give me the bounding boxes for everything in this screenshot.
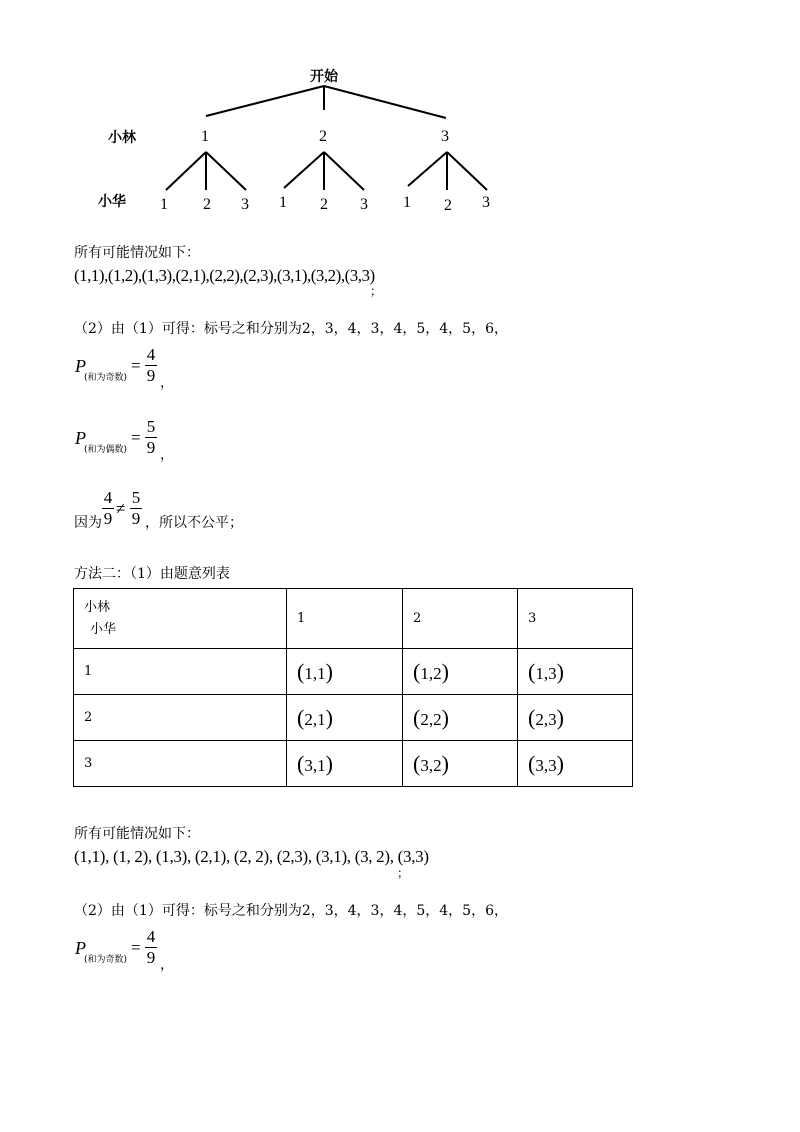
equals-sign: = — [131, 356, 141, 375]
table-cell: (2,2) — [403, 695, 518, 741]
table-cell: (2,3) — [518, 695, 633, 741]
outcomes-list-2: (1,1), (1, 2), (1,3), (2,1), (2, 2), (2,3), (3,1), (3, 2), (3,3) — [74, 847, 429, 866]
table-cell: (1,1) — [287, 649, 403, 695]
all-cases-label-2: 所有可能情况如下： — [74, 826, 200, 842]
tree-root: 开始 — [310, 69, 338, 85]
prob-subscript: (和为偶数) — [84, 445, 128, 455]
tree-l2-node: 1 — [403, 194, 411, 211]
prob-subscript: (和为奇数) — [84, 955, 128, 965]
col-header: 2 — [403, 589, 518, 649]
equals-sign: = — [131, 938, 141, 957]
cell-value: 2,3 — [535, 709, 557, 729]
table-row — [74, 741, 633, 787]
conclusion-suffix: ，所以不公平； — [145, 515, 243, 531]
denominator: 9 — [131, 509, 141, 528]
trailing-comma: ， — [160, 957, 174, 973]
tree-l1-node: 2 — [319, 128, 327, 145]
denominator: 9 — [103, 509, 113, 528]
table-cell: (3,1) — [287, 741, 403, 787]
numerator: 4 — [103, 488, 113, 507]
fraction — [145, 418, 157, 457]
prob-subscript: (和为奇数) — [84, 373, 128, 383]
tree-l2-node: 3 — [360, 196, 368, 213]
equals-sign: = — [131, 428, 141, 447]
fraction — [130, 489, 142, 528]
table-row — [74, 695, 633, 741]
not-equal-sign: ≠ — [116, 499, 126, 518]
cell-value: 1,1 — [304, 663, 326, 683]
corner-top-label: 小林 — [84, 599, 111, 615]
outcomes-list: (1,1),(1,2),(1,3),(2,1),(2,2),(2,3),(3,1),(3,2),(3,3) — [74, 266, 375, 285]
tree-row-label-xiaolin: 小林 — [108, 130, 136, 146]
denominator: 9 — [146, 438, 156, 457]
cell-value: 3,2 — [420, 755, 442, 775]
cell-value: 1,2 — [420, 663, 442, 683]
denominator: 9 — [146, 948, 156, 967]
cell-value: 2,2 — [420, 709, 442, 729]
tree-l2-node: 3 — [241, 196, 249, 213]
outcome-table — [73, 588, 633, 787]
tree-l2-node: 2 — [320, 196, 328, 213]
part2-sums-2: （2）由（1）可得：标号之和分别为2，3，4，3，4，5，4，5，6， — [74, 903, 508, 919]
prob-symbol: P — [75, 938, 86, 958]
tree-branches — [0, 0, 800, 230]
table-cell: (3,2) — [403, 741, 518, 787]
tree-l1-node: 1 — [201, 128, 209, 145]
table-cell: (1,2) — [403, 649, 518, 695]
outcomes-end-2: ； — [397, 866, 410, 880]
numerator: 5 — [146, 417, 156, 436]
row-header: 1 — [74, 649, 287, 695]
corner-cell — [74, 589, 287, 649]
fraction — [102, 489, 114, 528]
fraction — [145, 928, 157, 967]
all-cases-label: 所有可能情况如下： — [74, 245, 200, 261]
fraction — [145, 346, 157, 385]
conclusion-prefix: 因为 — [74, 515, 102, 531]
row-header: 2 — [74, 695, 287, 741]
tree-l2-node: 2 — [444, 197, 452, 214]
col-header: 3 — [518, 589, 633, 649]
outcomes-end: ； — [370, 284, 383, 298]
table-cell: (1,3) — [518, 649, 633, 695]
cell-value: 2,1 — [304, 709, 326, 729]
numerator: 4 — [146, 345, 156, 364]
cell-value: 1,3 — [535, 663, 557, 683]
numerator: 5 — [131, 488, 141, 507]
row-header: 3 — [74, 741, 287, 787]
table-cell: (3,3) — [518, 741, 633, 787]
part2-sums: （2）由（1）可得：标号之和分别为2，3，4，3，4，5，4，5，6， — [74, 321, 508, 337]
tree-l2-node: 3 — [482, 194, 490, 211]
col-header: 1 — [287, 589, 403, 649]
prob-symbol: P — [75, 428, 86, 448]
table-row — [74, 649, 633, 695]
denominator: 9 — [146, 366, 156, 385]
tree-l2-node: 1 — [279, 194, 287, 211]
tree-row-label-xiaohua: 小华 — [98, 194, 126, 210]
table-cell: (2,1) — [287, 695, 403, 741]
cell-value: 3,3 — [535, 755, 557, 775]
tree-l2-node: 2 — [203, 196, 211, 213]
cell-value: 3,1 — [304, 755, 326, 775]
prob-symbol: P — [75, 356, 86, 376]
numerator: 4 — [146, 927, 156, 946]
trailing-comma: ， — [160, 447, 174, 463]
method2-heading: 方法二：（1）由题意列表 — [74, 566, 230, 582]
trailing-comma: ， — [160, 375, 174, 391]
table-header-row — [74, 589, 633, 649]
corner-bottom-label: 小华 — [90, 621, 117, 637]
tree-l2-node: 1 — [160, 196, 168, 213]
tree-l1-node: 3 — [441, 128, 449, 145]
